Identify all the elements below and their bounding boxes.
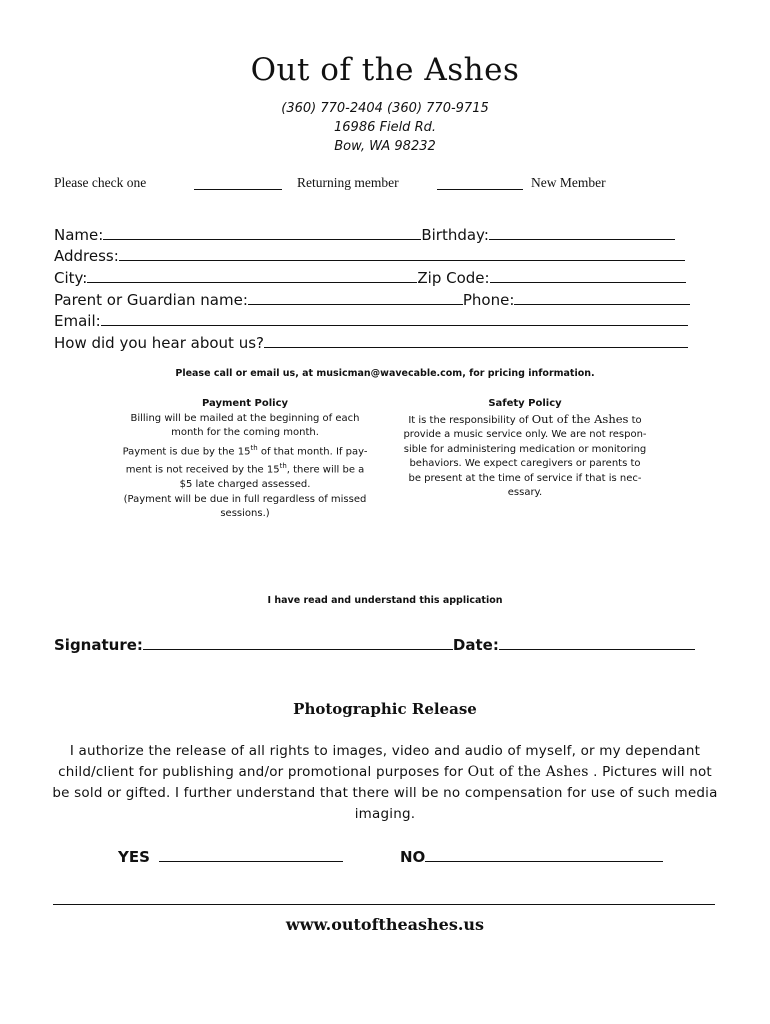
safety-policy-line: be present at the time of service if that is nec- [408,472,642,484]
org-title: Out of the Ashes [250,52,520,88]
address-label: Address: [54,247,119,265]
new-member-checkbox[interactable] [437,175,523,190]
city-row [54,268,686,287]
referral-row [54,333,688,352]
guardian-row [54,290,690,309]
payment-text: of that month. If pay- [257,445,368,457]
no-field[interactable] [425,847,663,862]
city-state-zip: Bow, WA 98232 [334,139,436,154]
payment-policy [112,397,378,522]
birthday-label: Birthday: [421,226,489,244]
payment-policy-line: month for the coming month. [171,427,319,438]
zip-field[interactable] [490,268,686,283]
release-text [50,741,720,825]
phone-numbers: (360) 770-2404 (360) 770-9715 [281,101,489,116]
returning-member-label: Returning member [297,175,399,190]
guardian-field[interactable] [248,290,463,305]
signature-label: Signature: [54,636,143,654]
payment-text: , there will be a [286,464,365,476]
email-field[interactable] [101,311,688,326]
date-field[interactable] [499,635,695,650]
address-field[interactable] [119,246,685,261]
phone-field[interactable] [514,290,690,305]
check-one-prompt: Please check one [54,175,147,190]
no-label: NO [400,848,426,866]
guardian-label: Parent or Guardian name: [54,291,248,309]
safety-policy-line: provide a music service only. We are not respon- [403,429,647,440]
payment-policy-heading: Payment Policy [201,398,289,409]
name-field[interactable] [103,225,421,240]
safety-text: It is the responsibility of [408,414,532,426]
payment-policy-line [112,459,378,478]
phone-label: Phone: [462,291,515,309]
payment-policy-line [112,441,378,460]
email-label: Email: [54,312,101,330]
city-field[interactable] [87,268,417,283]
referral-label: How did you hear about us? [54,334,264,352]
street-address: 16986 Field Rd. [334,120,436,135]
returning-member-checkbox[interactable] [194,175,282,190]
payment-policy-line: (Payment will be due in full regardless of missed [123,493,367,505]
birthday-field[interactable] [489,225,675,240]
signature-row [54,635,695,654]
safety-policy-line [392,412,658,429]
safety-policy [392,397,658,501]
safety-policy-line: essary. [507,487,543,498]
release-text-part: I authorize the release of all rights to images, video and audio of myself, or my dependant child/client for publishing and/or promotional purposes for [58,743,701,780]
no-row [400,847,663,866]
safety-policy-line: behaviors. We expect caregivers or parents to [409,458,641,469]
ordinal-suffix: th [250,443,258,452]
signature-field[interactable] [143,635,453,650]
name-label: Name: [54,226,104,244]
payment-text: ment is not received by the 15 [125,464,280,476]
address-row [54,246,685,265]
safety-policy-heading: Safety Policy [488,398,562,409]
org-name-inline: Out of the Ashes [467,764,589,780]
name-row [54,225,675,244]
payment-policy-line: Billing will be mailed at the beginning of each [130,412,360,424]
new-member-label: New Member [531,175,606,190]
ordinal-suffix: th [279,462,287,471]
payment-policy-line: sessions.) [220,508,270,520]
yes-row [118,847,343,866]
org-name-inline: Out of the Ashes [531,411,629,426]
safety-text: to [628,414,642,426]
website-link[interactable]: www.outoftheashes.us [285,915,485,934]
safety-policy-line: sible for administering medication or monitoring [403,443,647,455]
payment-text: Payment is due by the 15 [122,445,251,457]
yes-label: YES [118,848,150,866]
yes-field[interactable] [159,847,343,862]
date-label: Date: [452,636,499,654]
zip-label: Zip Code: [417,269,490,287]
email-row [54,311,688,330]
referral-field[interactable] [264,333,688,348]
acknowledgement: I have read and understand this application [267,595,503,606]
release-text-part: . Pictures will not be sold or gifted. I further understand that there will be no compensation for use of such media imaging. [52,764,718,822]
release-title: Photographic Release [293,700,477,718]
payment-policy-line: $5 late charged assessed. [179,479,311,491]
city-label: City: [54,269,88,287]
pricing-note: Please call or email us, at musicman@wavecable.com, for pricing information. [175,368,595,379]
footer-divider [53,904,715,905]
